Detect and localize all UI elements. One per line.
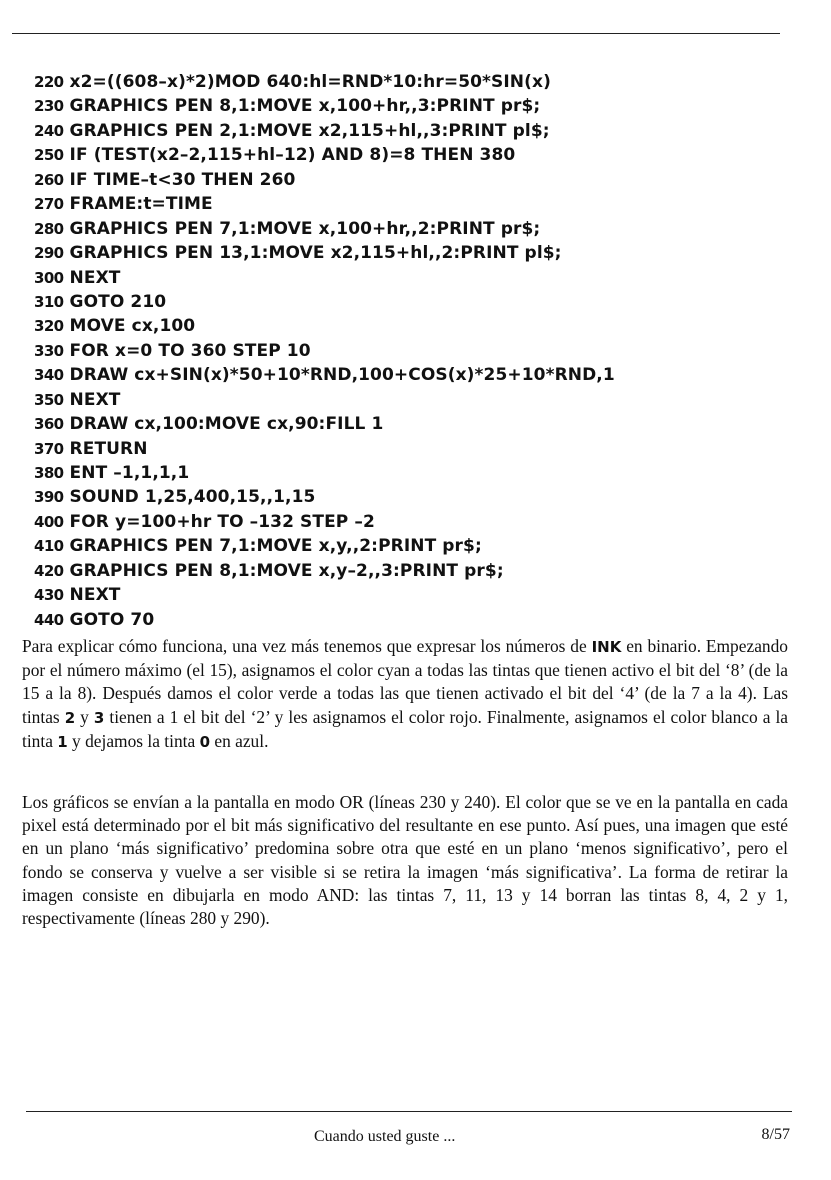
line-number: 420 [34,561,64,580]
line-number: 380 [34,464,64,482]
line-text: DRAW cx+SIN(x)*50+10*RND,100+COS(x)*25+10*RND,1 [69,365,615,386]
line-number: 230 [34,97,64,116]
paragraph-text: en binario. Empezando por el número máximo (el 15), asignamos el color cyan a todas las tintas que tienen activo el bit del ‘8’ (de la 15 a la 8). Después damos el color verde a todas las que tienen activado el bit del ‘4’ (de la 7 a la 4). Las tintas [22,636,788,727]
line-text: GRAPHICS PEN 13,1:MOVE x2,115+hl,,2:PRINT pl$; [69,243,562,264]
paragraph-text: Para explicar cómo funciona, una vez más tenemos que expresar los números de [22,636,592,656]
line-text: MOVE cx,100 [69,316,196,337]
code-line [34,192,814,216]
line-number: 400 [34,512,64,531]
line-text: FRAME:t=TIME [69,194,213,215]
page-number: 8/57 [761,1126,790,1143]
code-line [34,437,814,461]
line-text: GOTO 70 [69,609,155,630]
keyword: 2 [64,708,76,727]
code-line [34,534,814,558]
code-line [34,559,814,583]
line-number: 440 [34,610,64,629]
line-number: 360 [34,415,64,434]
line-text: ENT –1,1,1,1 [69,463,190,483]
keyword: INK [591,638,622,656]
keyword: 3 [93,708,105,727]
line-text: FOR x=0 TO 360 STEP 10 [69,340,311,361]
line-number: 390 [34,488,64,507]
line-text: DRAW cx,100:MOVE cx,90:FILL 1 [69,414,384,435]
code-line [34,461,814,485]
line-text: GRAPHICS PEN 8,1:MOVE x,100+hr,,3:PRINT pr$; [69,96,541,117]
line-text: GRAPHICS PEN 8,1:MOVE x,y–2,,3:PRINT pr$; [69,560,504,581]
code-line [34,314,814,338]
keyword: 0 [199,732,210,751]
line-text: IF (TEST(x2–2,115+hl–12) AND 8)=8 THEN 380 [69,145,516,166]
line-number: 430 [34,586,64,605]
line-number: 320 [34,317,64,336]
code-line [34,290,814,314]
paragraph-text: tienen a 1 el bit del ‘2’ y les asignamos el color rojo. Finalmente, asignamos el color blanco a la tinta [22,706,789,751]
code-line [34,266,814,290]
line-number: 290 [34,244,64,263]
code-line [34,217,814,241]
paragraph-ink-explanation [22,635,788,754]
line-text: GRAPHICS PEN 2,1:MOVE x2,115+hl,,3:PRINT pl$; [69,120,550,141]
line-number: 370 [34,439,64,458]
line-text: FOR y=100+hr TO –132 STEP –2 [69,511,375,532]
line-number: 280 [34,219,64,238]
code-line [34,363,814,387]
code-line [34,339,814,363]
line-number: 350 [34,390,64,409]
paragraph-text: y [75,706,94,727]
bottom-rule [26,1111,792,1112]
code-line [34,94,814,118]
line-number: 250 [34,146,64,165]
line-text: GOTO 210 [69,291,167,312]
line-number: 220 [34,73,64,91]
line-number: 410 [34,537,64,556]
line-text: SOUND 1,25,400,15,,1,15 [69,487,316,508]
code-line [34,241,814,265]
line-number: 240 [34,121,64,140]
line-number: 270 [34,195,64,214]
line-text: NEXT [69,585,121,606]
line-text: NEXT [69,267,121,288]
line-number: 260 [34,170,64,189]
top-rule [12,33,780,34]
code-line [34,388,814,412]
code-line [34,608,814,632]
line-text: GRAPHICS PEN 7,1:MOVE x,y,,2:PRINT pr$; [69,536,482,557]
code-line [34,485,814,509]
code-line [34,510,814,534]
code-line [34,119,814,143]
paragraph-graphics-modes: Los gráficos se envían a la pantalla en modo OR (líneas 230 y 240). El color que se ve en la pantalla en cada pixel está determinado por el bit más significativo del resultante en ese punto. Así pues, una imagen que esté en un plano ‘más significativo’ predomina sobre otra que esté en un plano ‘menos significativo’, pero el fondo se conserva y vuelve a ser visible si se retira la imagen ‘más significativa’. La forma de retirar la imagen consiste en dibujarla en modo AND: las tintas 7, 11, 13 y 14 borran las tintas 8, 4, 2 y 1, respectivamente (líneas 280 y 290). [22,792,788,929]
footer-title: Cuando usted guste ... [314,1128,456,1145]
line-number: 310 [34,292,64,311]
line-text: NEXT [69,389,121,410]
code-line [34,143,814,167]
code-line [34,583,814,607]
basic-code-listing [34,70,814,632]
line-text: IF TIME–t<30 THEN 260 [69,169,296,190]
paragraph-text: y dejamos la tinta [67,730,200,751]
line-text: GRAPHICS PEN 7,1:MOVE x,100+hr,,2:PRINT pr$; [69,218,541,239]
code-line [34,168,814,192]
line-text: RETURN [69,438,148,459]
line-number: 330 [34,341,64,360]
keyword: 1 [57,732,68,751]
line-number: 300 [34,268,64,287]
line-number: 340 [34,366,64,385]
code-line [34,70,814,94]
code-line [34,412,814,436]
paragraph-text: en azul. [210,730,269,751]
line-text: x2=((608–x)*2)MOD 640:hl=RND*10:hr=50*SIN(x) [69,72,551,92]
